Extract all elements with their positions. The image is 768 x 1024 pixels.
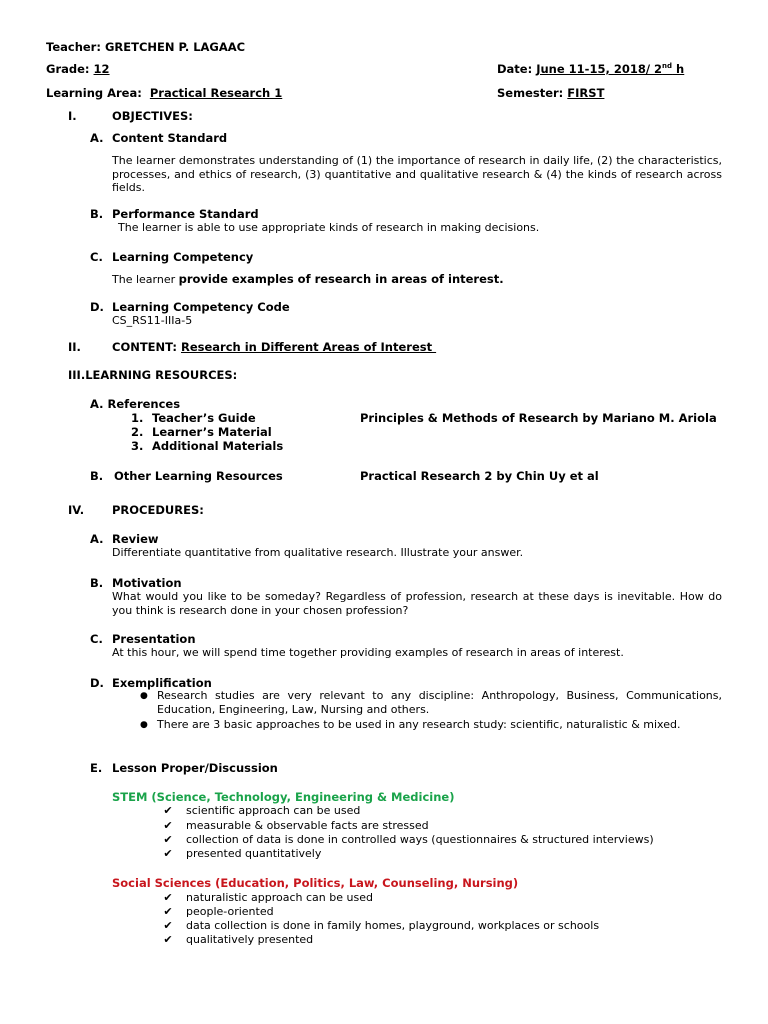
competency-code-value: CS_RS11-IIIa-5 bbox=[112, 314, 193, 327]
performance-standard-heading: Performance Standard bbox=[112, 207, 259, 221]
content-standard-letter: A. bbox=[90, 131, 104, 145]
exemplification-letter: D. bbox=[90, 676, 104, 690]
performance-standard-text: The learner is able to use appropriate kinds of research in making decisions. bbox=[118, 221, 540, 234]
checkmark-icon: ✔ bbox=[163, 847, 173, 860]
learning-area-label: Learning Area: bbox=[46, 86, 142, 100]
motivation-text: What would you like to be someday? Regardless of profession, research at these days is inevitable. How do you think is research done in your chosen profession? bbox=[112, 590, 722, 617]
other-resources-value: Practical Research 2 by Chin Uy et al bbox=[360, 469, 599, 483]
stem-item: presented quantitatively bbox=[186, 847, 322, 860]
motivation-heading: Motivation bbox=[112, 576, 182, 590]
learning-competency-text: The learner provide examples of research in areas of interest. bbox=[112, 272, 504, 286]
social-sciences-heading: Social Sciences (Education, Politics, Law, Counseling, Nursing) bbox=[112, 876, 519, 890]
motivation-letter: B. bbox=[90, 576, 104, 590]
content-standard-heading: Content Standard bbox=[112, 131, 228, 145]
reference-number: 2. bbox=[131, 425, 144, 439]
checkmark-icon: ✔ bbox=[163, 891, 173, 904]
content-line bbox=[112, 340, 436, 354]
date-label: Date: bbox=[497, 62, 533, 76]
presentation-heading: Presentation bbox=[112, 632, 196, 646]
grade-value: 12 bbox=[93, 62, 110, 76]
learning-area-value: Practical Research 1 bbox=[149, 86, 283, 100]
presentation-letter: C. bbox=[90, 632, 103, 646]
semester-label: Semester: bbox=[497, 86, 564, 100]
reference-number: 3. bbox=[131, 439, 144, 453]
teacher-label: Teacher: bbox=[46, 40, 101, 54]
checkmark-icon: ✔ bbox=[163, 804, 173, 817]
review-letter: A. bbox=[90, 532, 104, 546]
semester-value: FIRST bbox=[567, 86, 605, 100]
content-label: CONTENT: bbox=[112, 340, 177, 354]
exemplification-bullet-1: Research studies are very relevant to any discipline: Anthropology, Business, Communications, Education, Engineering, Law, Nursing and others. bbox=[157, 689, 722, 716]
semester-line bbox=[497, 86, 604, 100]
checkmark-icon: ✔ bbox=[163, 933, 173, 946]
checkmark-icon: ✔ bbox=[163, 819, 173, 832]
content-topic: Research in Different Areas of Interest bbox=[181, 340, 437, 354]
checkmark-icon: ✔ bbox=[163, 833, 173, 846]
reference-value: Principles & Methods of Research by Mariano M. Ariola bbox=[360, 411, 717, 425]
reference-label: Learner’s Material bbox=[152, 425, 272, 439]
reference-number: 1. bbox=[131, 411, 144, 425]
competency-code-heading: Learning Competency Code bbox=[112, 300, 290, 314]
objectives-numeral: I. bbox=[68, 109, 77, 123]
bullet-dot-icon: ● bbox=[140, 691, 148, 701]
other-resources-label: Other Learning Resources bbox=[114, 469, 283, 483]
checkmark-icon: ✔ bbox=[163, 905, 173, 918]
learning-competency-letter: C. bbox=[90, 250, 103, 264]
stem-item: collection of data is done in controlled ways (questionnaires & structured interviews) bbox=[186, 833, 654, 846]
other-resources-letter: B. bbox=[90, 469, 104, 483]
learning-competency-heading: Learning Competency bbox=[112, 250, 254, 264]
content-standard-text: The learner demonstrates understanding of (1) the importance of research in daily life, (2) the characteristics, processes, and ethics of research, (3) quantitative and qualitative research & (4) the kinds of research across fields. bbox=[112, 154, 722, 194]
date-value: June 11-15, 2018/ 2nd h bbox=[536, 62, 685, 76]
performance-standard-letter: B. bbox=[90, 207, 104, 221]
grade-line bbox=[46, 62, 110, 76]
teacher-line bbox=[46, 40, 245, 54]
stem-item: scientific approach can be used bbox=[186, 804, 361, 817]
social-sciences-item: naturalistic approach can be used bbox=[186, 891, 373, 904]
teacher-name: GRETCHEN P. LAGAAC bbox=[104, 40, 246, 54]
learning-area-line bbox=[46, 86, 282, 100]
review-text: Differentiate quantitative from qualitative research. Illustrate your answer. bbox=[112, 546, 524, 559]
competency-code-letter: D. bbox=[90, 300, 104, 314]
learning-resources-heading: III.LEARNING RESOURCES: bbox=[68, 368, 238, 382]
grade-label: Grade: bbox=[46, 62, 90, 76]
lesson-proper-heading: Lesson Proper/Discussion bbox=[112, 761, 278, 775]
review-heading: Review bbox=[112, 532, 159, 546]
references-heading: A. References bbox=[90, 397, 181, 411]
social-sciences-item: people-oriented bbox=[186, 905, 274, 918]
social-sciences-item: data collection is done in family homes, playground, workplaces or schools bbox=[186, 919, 600, 932]
stem-item: measurable & observable facts are stressed bbox=[186, 819, 429, 832]
exemplification-heading: Exemplification bbox=[112, 676, 212, 690]
stem-heading: STEM (Science, Technology, Engineering & Medicine) bbox=[112, 790, 455, 804]
reference-label: Teacher’s Guide bbox=[152, 411, 256, 425]
reference-label: Additional Materials bbox=[152, 439, 284, 453]
date-line bbox=[497, 62, 684, 76]
social-sciences-item: qualitatively presented bbox=[186, 933, 314, 946]
procedures-numeral: IV. bbox=[68, 503, 85, 517]
content-numeral: II. bbox=[68, 340, 81, 354]
objectives-heading: OBJECTIVES: bbox=[112, 109, 193, 123]
exemplification-bullet-2: There are 3 basic approaches to be used in any research study: scientific, naturalistic & mixed. bbox=[157, 718, 681, 731]
checkmark-icon: ✔ bbox=[163, 919, 173, 932]
presentation-text: At this hour, we will spend time together providing examples of research in areas of interest. bbox=[112, 646, 624, 659]
lesson-proper-letter: E. bbox=[90, 761, 103, 775]
procedures-heading: PROCEDURES: bbox=[112, 503, 204, 517]
bullet-dot-icon: ● bbox=[140, 720, 148, 730]
